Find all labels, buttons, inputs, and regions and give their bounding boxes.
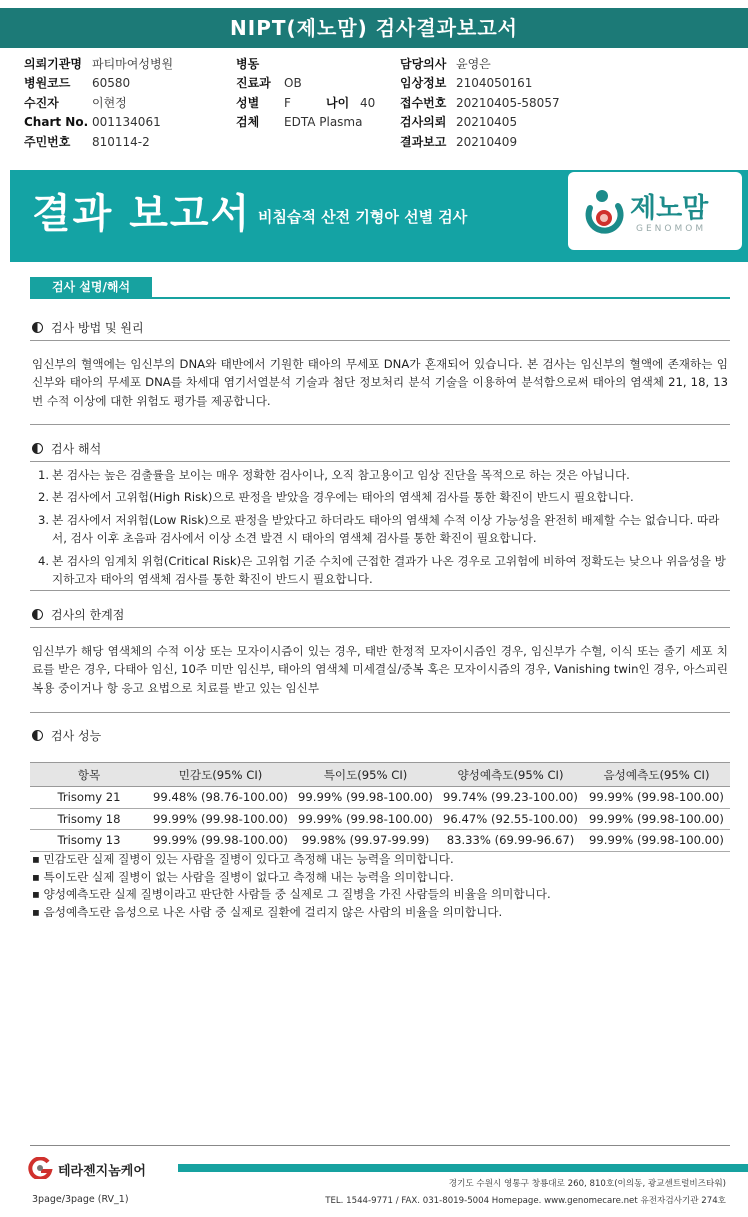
performance-notes — [32, 851, 551, 921]
note-item: ▪ 민감도란 실제 질병이 있는 사람을 질병이 있다고 측정해 내는 능력을 의미합니다. — [32, 852, 454, 866]
company-name: 테라젠지놈케어 — [58, 1164, 146, 1179]
genomom-logo — [568, 172, 742, 250]
report-header — [0, 0, 748, 56]
info-value: EDTA Plasma — [284, 115, 363, 130]
table-cell: 99.99% (99.98-100.00) — [293, 787, 438, 809]
section-divider — [30, 297, 730, 299]
info-label: 병동 — [236, 57, 260, 71]
footer-accent-bar — [178, 1164, 748, 1172]
info-row — [24, 133, 173, 152]
info-row — [24, 55, 173, 74]
table-cell: Trisomy 18 — [30, 808, 148, 830]
list-text: 본 검사는 높은 검출률을 보이는 매우 정확한 검사이나, 오직 참고용이고 임상 진단을 목적으로 하는 것은 아닙니다. — [52, 468, 630, 482]
address-line: 경기도 수원시 영통구 창룡대로 260, 810호(이의동, 광교센트럴비즈타워) — [448, 1179, 726, 1189]
age-value: 40 — [360, 95, 376, 110]
info-label: 주민번호 — [24, 134, 71, 149]
limitation-heading-text: 검사의 한계점 — [51, 608, 125, 622]
report-title: NIPT(제노맘) 검사결과보고서 — [0, 8, 748, 48]
half-circle-icon — [32, 443, 43, 454]
column-header: 민감도(95% CI) — [148, 763, 293, 787]
half-circle-icon — [32, 609, 43, 620]
heading-rule — [30, 340, 730, 341]
method-text: 임신부의 혈액에는 임신부의 DNA와 태반에서 기원한 태아의 무세포 DNA가 혼재되어 있습니다. 본 검사는 임신부의 혈액에 존재하는 임신부와 태아의 무세포 DNA를 차세대 염기서열분석 기술과 첨단 정보처리 분석 기술을 이용하여 분석함으로써 태아의 염색체 21, 18, 13번 수적 이상에 대한 위험도 평가를 제공합니다. — [32, 357, 728, 408]
footer-divider — [30, 1145, 730, 1146]
info-value: 2104050161 — [456, 76, 533, 91]
section-tab: 검사 설명/해석 — [30, 277, 152, 298]
info-value: OB — [284, 76, 302, 91]
heading-rule — [30, 627, 730, 628]
table-cell: 96.47% (92.55-100.00) — [438, 808, 583, 830]
half-circle-icon — [32, 730, 43, 741]
list-text: 본 검사에서 저위험(Low Risk)으로 판정을 받았다고 하더라도 태아의 염색체 수적 이상 가능성을 완전히 배제할 수는 없습니다. 따라서, 검사 이후 초음파 검사에서 이상 소견 발견 시 태아의 염색체 검사를 통한 확진이 필요합니다. — [52, 512, 720, 546]
info-value: 001134061 — [92, 115, 161, 130]
result-banner — [10, 170, 748, 262]
list-item — [38, 488, 728, 506]
performance-heading — [32, 727, 101, 744]
table-cell: 99.99% (99.98-100.00) — [583, 787, 730, 809]
terragen-logo-icon — [26, 1157, 54, 1179]
footer-address — [325, 1176, 726, 1210]
info-value: 20210409 — [456, 134, 518, 149]
age-label: 나이 — [326, 95, 350, 110]
table-cell: 99.99% (99.98-100.00) — [293, 808, 438, 830]
table-row — [30, 808, 730, 830]
page-number: 3page/3page (RV_1) — [32, 1194, 129, 1205]
patient-info-col3 — [400, 55, 560, 152]
info-label: 성별 — [236, 95, 260, 110]
info-value: F — [284, 95, 291, 110]
logo-english: GENOMOM — [636, 224, 707, 234]
performance-heading-text: 검사 성능 — [51, 729, 102, 743]
list-text: 본 검사의 임계치 위험(Critical Risk)은 고위험 기준 수치에 근접한 결과가 나온 경우로 고위험에 비하여 정확도는 낮으나 위음성을 방지하고자 태아의 염색체 검사를 통한 확진이 반드시 필요합니다. — [52, 553, 726, 587]
method-heading — [32, 319, 144, 336]
logo-text: 제노맘 — [630, 193, 709, 224]
list-item — [38, 552, 728, 589]
info-label: 수진자 — [24, 95, 59, 110]
table-cell: 99.99% (99.98-100.00) — [583, 808, 730, 830]
column-header: 특이도(95% CI) — [293, 763, 438, 787]
info-label: 병원코드 — [24, 76, 71, 91]
patient-info-col1 — [24, 55, 173, 152]
info-row — [400, 133, 560, 152]
list-text: 본 검사에서 고위험(High Risk)으로 판정을 받았을 경우에는 태아의 염색체 검사를 통한 확진이 반드시 필요합니다. — [52, 490, 634, 505]
table-cell: Trisomy 21 — [30, 787, 148, 809]
list-number: 2. — [38, 490, 50, 505]
list-number: 4. — [38, 553, 50, 568]
info-label: 접수번호 — [400, 95, 447, 110]
table-cell: 99.48% (98.76-100.00) — [148, 787, 293, 809]
column-header: 음성예측도(95% CI) — [583, 763, 730, 787]
table-row — [30, 787, 730, 809]
interpretation-heading-text: 검사 해석 — [51, 442, 102, 456]
note-item: ▪ 음성예측도란 음성으로 나온 사람 중 실제로 질환에 걸리지 않은 사람의 비율을 의미합니다. — [32, 904, 503, 919]
info-label: 결과보고 — [400, 134, 447, 149]
table-cell: 83.33% (69.99-96.67) — [438, 830, 583, 852]
info-row — [236, 94, 375, 113]
info-label: Chart No. — [24, 115, 89, 130]
info-label: 의뢰기관명 — [24, 57, 82, 71]
info-label: 진료과 — [236, 76, 271, 91]
note-item: ▪ 특이도란 실제 질병이 없는 사람을 질병이 없다고 측정해 내는 능력을 의미합니다. — [32, 869, 454, 884]
info-value: 810114-2 — [92, 134, 150, 149]
column-header: 양성예측도(95% CI) — [438, 763, 583, 787]
list-number: 3. — [38, 512, 50, 527]
info-value: 20210405 — [456, 115, 518, 130]
table-cell: 99.99% (99.98-100.00) — [148, 830, 293, 852]
table-cell: 99.99% (99.98-100.00) — [583, 830, 730, 852]
info-value: 윤영은 — [456, 57, 491, 71]
info-row — [400, 113, 560, 132]
performance-table — [30, 762, 730, 852]
heading-rule — [30, 590, 730, 591]
column-header: 항목 — [30, 763, 148, 787]
info-row — [24, 94, 173, 113]
half-circle-icon — [32, 322, 43, 333]
info-value: 20210405-58057 — [456, 95, 560, 110]
info-value: 이현정 — [92, 95, 127, 110]
info-label: 임상정보 — [400, 76, 447, 91]
genomom-emblem-icon — [582, 186, 628, 236]
info-row — [400, 94, 560, 113]
heading-rule — [30, 712, 730, 713]
list-item — [38, 466, 728, 484]
limitation-text: 임신부가 해당 염색체의 수적 이상 또는 모자이시즘이 있는 경우, 태반 한정적 모자이시즘인 경우, 임신부가 수혈, 이식 또는 줄기 세포 치료를 받은 경우, 다태아 임신, 10주 미만 임신부, 태아의 염색체 미세결실/중복 혹은 모자이시즘의 경우, Vanishing twin인 경우, 아스피린 복용 중이거나 항 응고 요법으로 치료를 받고 있는 임신부 — [32, 644, 728, 695]
info-row — [236, 74, 375, 93]
info-row — [24, 74, 173, 93]
info-value: 파티마여성병원 — [92, 57, 174, 71]
info-label: 담당의사 — [400, 57, 447, 71]
table-cell: 99.99% (99.98-100.00) — [148, 808, 293, 830]
heading-rule — [30, 461, 730, 462]
table-row — [30, 830, 730, 852]
table-header-row — [30, 763, 730, 787]
interpretation-heading — [32, 440, 101, 457]
banner-subtitle: 비침습적 산전 기형아 선별 검사 — [258, 208, 468, 226]
patient-info-col2 — [236, 55, 375, 133]
info-row — [400, 74, 560, 93]
table-cell: Trisomy 13 — [30, 830, 148, 852]
table-cell: 99.74% (99.23-100.00) — [438, 787, 583, 809]
table-cell: 99.98% (99.97-99.99) — [293, 830, 438, 852]
info-value: 60580 — [92, 76, 131, 91]
banner-title: 결과 보고서 — [32, 191, 252, 237]
info-label: 검체 — [236, 115, 260, 130]
limitation-heading — [32, 606, 124, 623]
info-row — [400, 55, 560, 74]
info-row — [24, 113, 173, 132]
note-item: ▪ 양성예측도란 실제 질병이라고 판단한 사람들 중 실제로 그 질병을 가진 사람들의 비율을 의미합니다. — [32, 887, 551, 902]
contact-line: TEL. 1544-9771 / FAX. 031-8019-5004 Homepage. www.genomecare.net 유전자검사기관 274호 — [325, 1196, 726, 1206]
list-item — [38, 511, 728, 548]
info-label: 검사의뢰 — [400, 115, 447, 130]
interpretation-list — [38, 466, 728, 592]
list-number: 1. — [38, 468, 50, 482]
info-row — [236, 55, 375, 74]
method-heading-text: 검사 방법 및 원리 — [51, 321, 144, 335]
heading-rule — [30, 424, 730, 425]
info-row — [236, 113, 375, 132]
